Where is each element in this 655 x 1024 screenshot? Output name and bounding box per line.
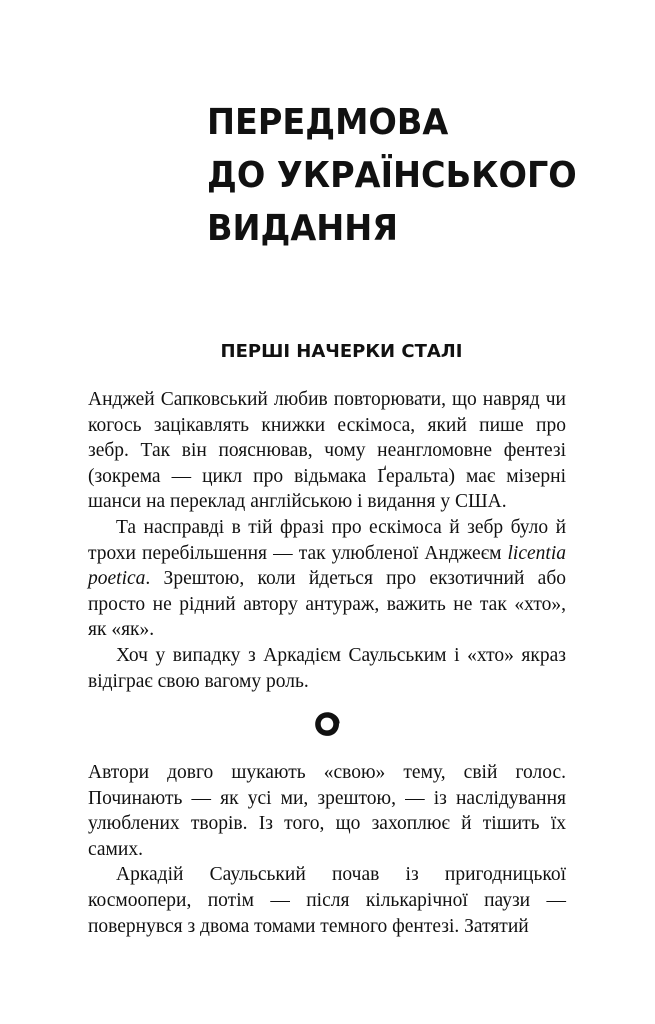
paragraph-2 [88, 515, 566, 643]
chapter-title [207, 96, 577, 255]
chapter-title-line-2: ДО УКРАЇНСЬКОГО [207, 155, 577, 196]
paragraph-1: Анджей Сапковський любив повторювати, що навряд чи когось зацікавлять книжки ескімоса, який пише про зебр. Так він пояснював, чому неангломовне фентезі (зокрема — цикл про відьмака Ґеральта) має мізерні шанси на переклад англійською і видання у США. [88, 389, 566, 513]
section-heading: ПЕРШІ НАЧЕРКИ СТАЛІ [220, 341, 463, 362]
chapter-title-line-3: ВИДАННЯ [207, 208, 399, 249]
latin-phrase: licentia poetica [88, 542, 566, 590]
section-1-text [88, 387, 566, 694]
paragraph-4: Автори довго шукають «свою» тему, свій голос. Починають — як усі ми, зрештою, — із наслідування улюблених творів. Із того, що захоплює й тішить їх самих. [88, 762, 566, 860]
section-2-text [88, 760, 566, 939]
paragraph-2-start: Та насправді в тій фразі про ескімоса й зебр було й трохи перебільшення — так улюбленої Анджеєм [88, 516, 566, 564]
paragraph-3: Хоч у випадку з Аркадієм Саульським і «хто» якраз відіграє свою вагому роль. [88, 644, 566, 692]
chapter-title-line-1: ПЕРЕДМОВА [207, 102, 449, 143]
paragraph-2-end: . Зрештою, коли йдеться про екзотичний або просто не рідний автору антураж, важить не так «хто», як «як». [88, 568, 566, 641]
ring-ornament-icon [312, 709, 342, 739]
paragraph-5: Аркадій Саульський почав із пригодницької космоопери, потім — після кількарічної паузи — повернувся з двома томами темного фентезі. Затятий [88, 864, 566, 937]
